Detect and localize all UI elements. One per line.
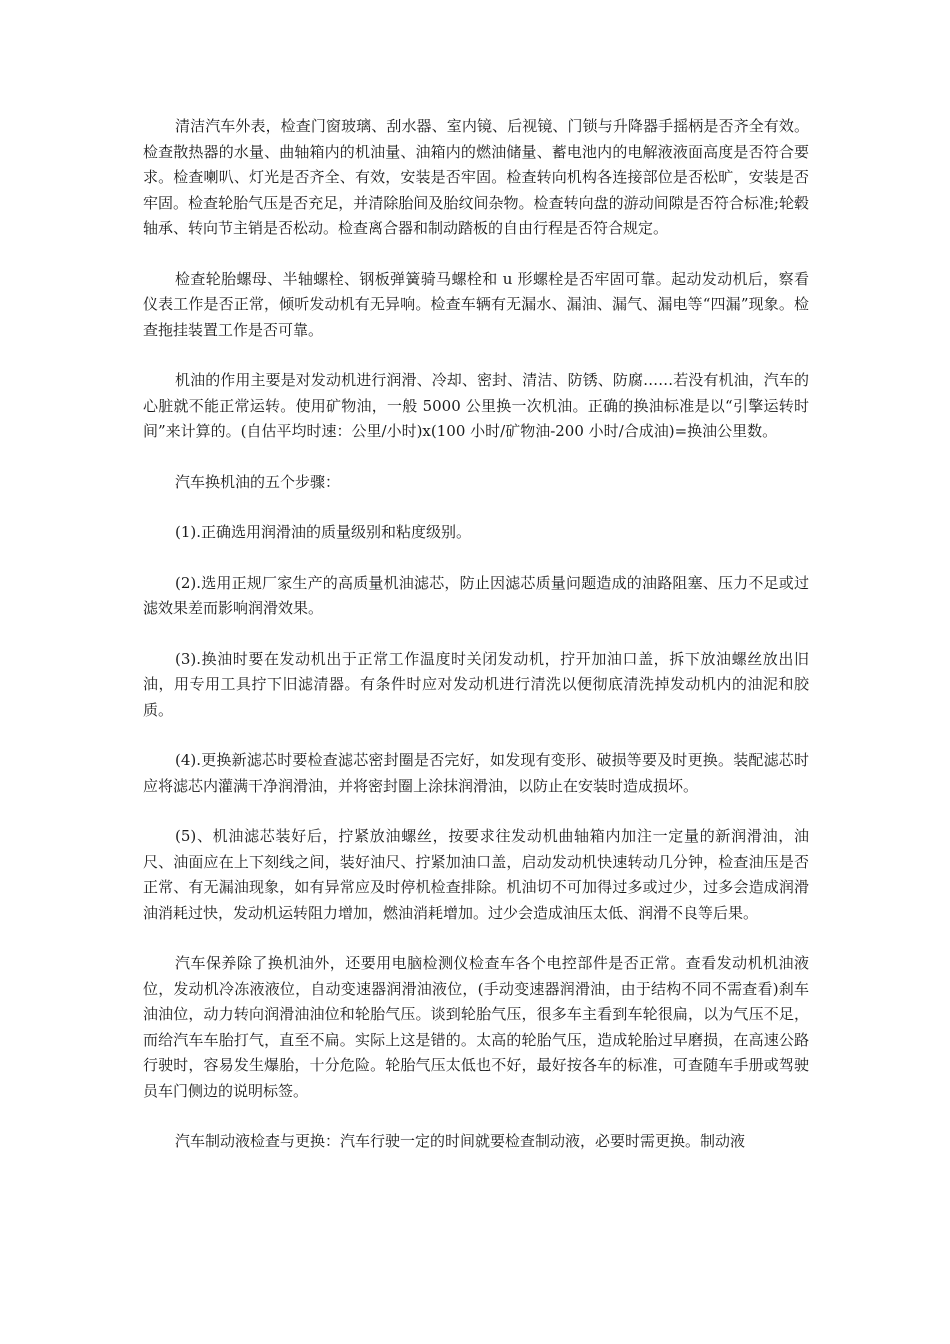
paragraph-step-1: (1).正确选用润滑油的质量级别和粘度级别。 <box>175 523 472 541</box>
paragraph-brake-fluid: 汽车制动液检查与更换：汽车行驶一定的时间就要检查制动液，必要时需更换。制动液 <box>175 1132 746 1150</box>
paragraph-maintenance-check: 汽车保养除了换机油外，还要用电脑检测仪检查车各个电控部件是否正常。查看发动机机油液位，发动机冷冻液液位，自动变速器润滑油液位，(手动变速器润滑油，由于结构不同不需查看)刹车油油位，动力转向润滑油油位和轮胎气压。谈到轮胎气压，很多车主看到车轮很扁，以为气压不足，而给汽车车胎打气，直至不扁。实际上这是错的。太高的轮胎气压，造成轮胎过早磨损，在高速公路行驶时，容易发生爆胎，十分危险。轮胎气压太低也不好，最好按各车的标准，可查随车手册或驾驶员车门侧边的说明标签。 <box>143 954 809 1100</box>
paragraph-oil-change-steps-heading: 汽车换机油的五个步骤： <box>175 472 341 491</box>
paragraph-daily-inspection: 清洁汽车外表，检查门窗玻璃、刮水器、室内镜、后视镜、门锁与升降器手摇柄是否齐全有效。检查散热器的水量、曲轴箱内的机油量、油箱内的燃油储量、蓄电池内的电解液液面高度是否符合要求。检查喇叭、灯光是否齐全、有效，安装是否牢固。检查转向机构各连接部位是否松旷，安装是否牢固。检查轮胎气压是否充足，并清除胎间及胎纹间杂物。检查转向盘的游动间隙是否符合标准;轮毂轴承、转向节主销是否松动。检查离合器和制动踏板的自由行程是否符合规定。 <box>143 117 809 237</box>
paragraph-step-4: (4).更换新滤芯时要检查滤芯密封圈是否完好，如发现有变形、破损等要及时更换。装配滤芯时应将滤芯内灌满干净润滑油，并将密封圈上涂抹润滑油，以防止在安装时造成损坏。 <box>143 751 809 795</box>
document-body <box>143 114 809 1155</box>
paragraph-step-2: (2).选用正规厂家生产的高质量机油滤芯，防止因滤芯质量问题造成的油路阻塞、压力不足或过滤效果差而影响润滑效果。 <box>143 573 809 617</box>
paragraph-step-3: (3).换油时要在发动机出于正常工作温度时关闭发动机，拧开加油口盖，拆下放油螺丝放出旧油，用专用工具拧下旧滤清器。有条件时应对发动机进行清洗以便彻底清洗掉发动机内的油泥和胶质。 <box>143 649 809 719</box>
paragraph-step-5: (5)、机油滤芯装好后，拧紧放油螺丝，按要求往发动机曲轴箱内加注一定量的新润滑油，油尺、油面应在上下刻线之间，装好油尺、拧紧加油口盖，启动发动机快速转动几分钟，检查油压是否正常、有无漏油现象，如有异常应及时停机检查排除。机油切不可加得过多或过少，过多会造成润滑油消耗过快，发动机运转阻力增加，燃油消耗增加。过少会造成油压太低、润滑不良等后果。 <box>143 827 809 922</box>
paragraph-oil-function: 机油的作用主要是对发动机进行润滑、冷却、密封、清洁、防锈、防腐……若没有机油，汽车的心脏就不能正常运转。使用矿物油，一般 5000 公里换一次机油。正确的换油标准是以“引擎运转时间”来计算的。(自估平均时速：公里/小时)x(100 小时/矿物油-200 小时/合成油)=换油公里数。 <box>143 371 809 440</box>
paragraph-bolt-check: 检查轮胎螺母、半轴螺栓、钢板弹簧骑马螺栓和 u 形螺栓是否牢固可靠。起动发动机后，察看仪表工作是否正常，倾听发动机有无异响。检查车辆有无漏水、漏油、漏气、漏电等“四漏”现象。检查拖挂装置工作是否可靠。 <box>143 269 809 339</box>
